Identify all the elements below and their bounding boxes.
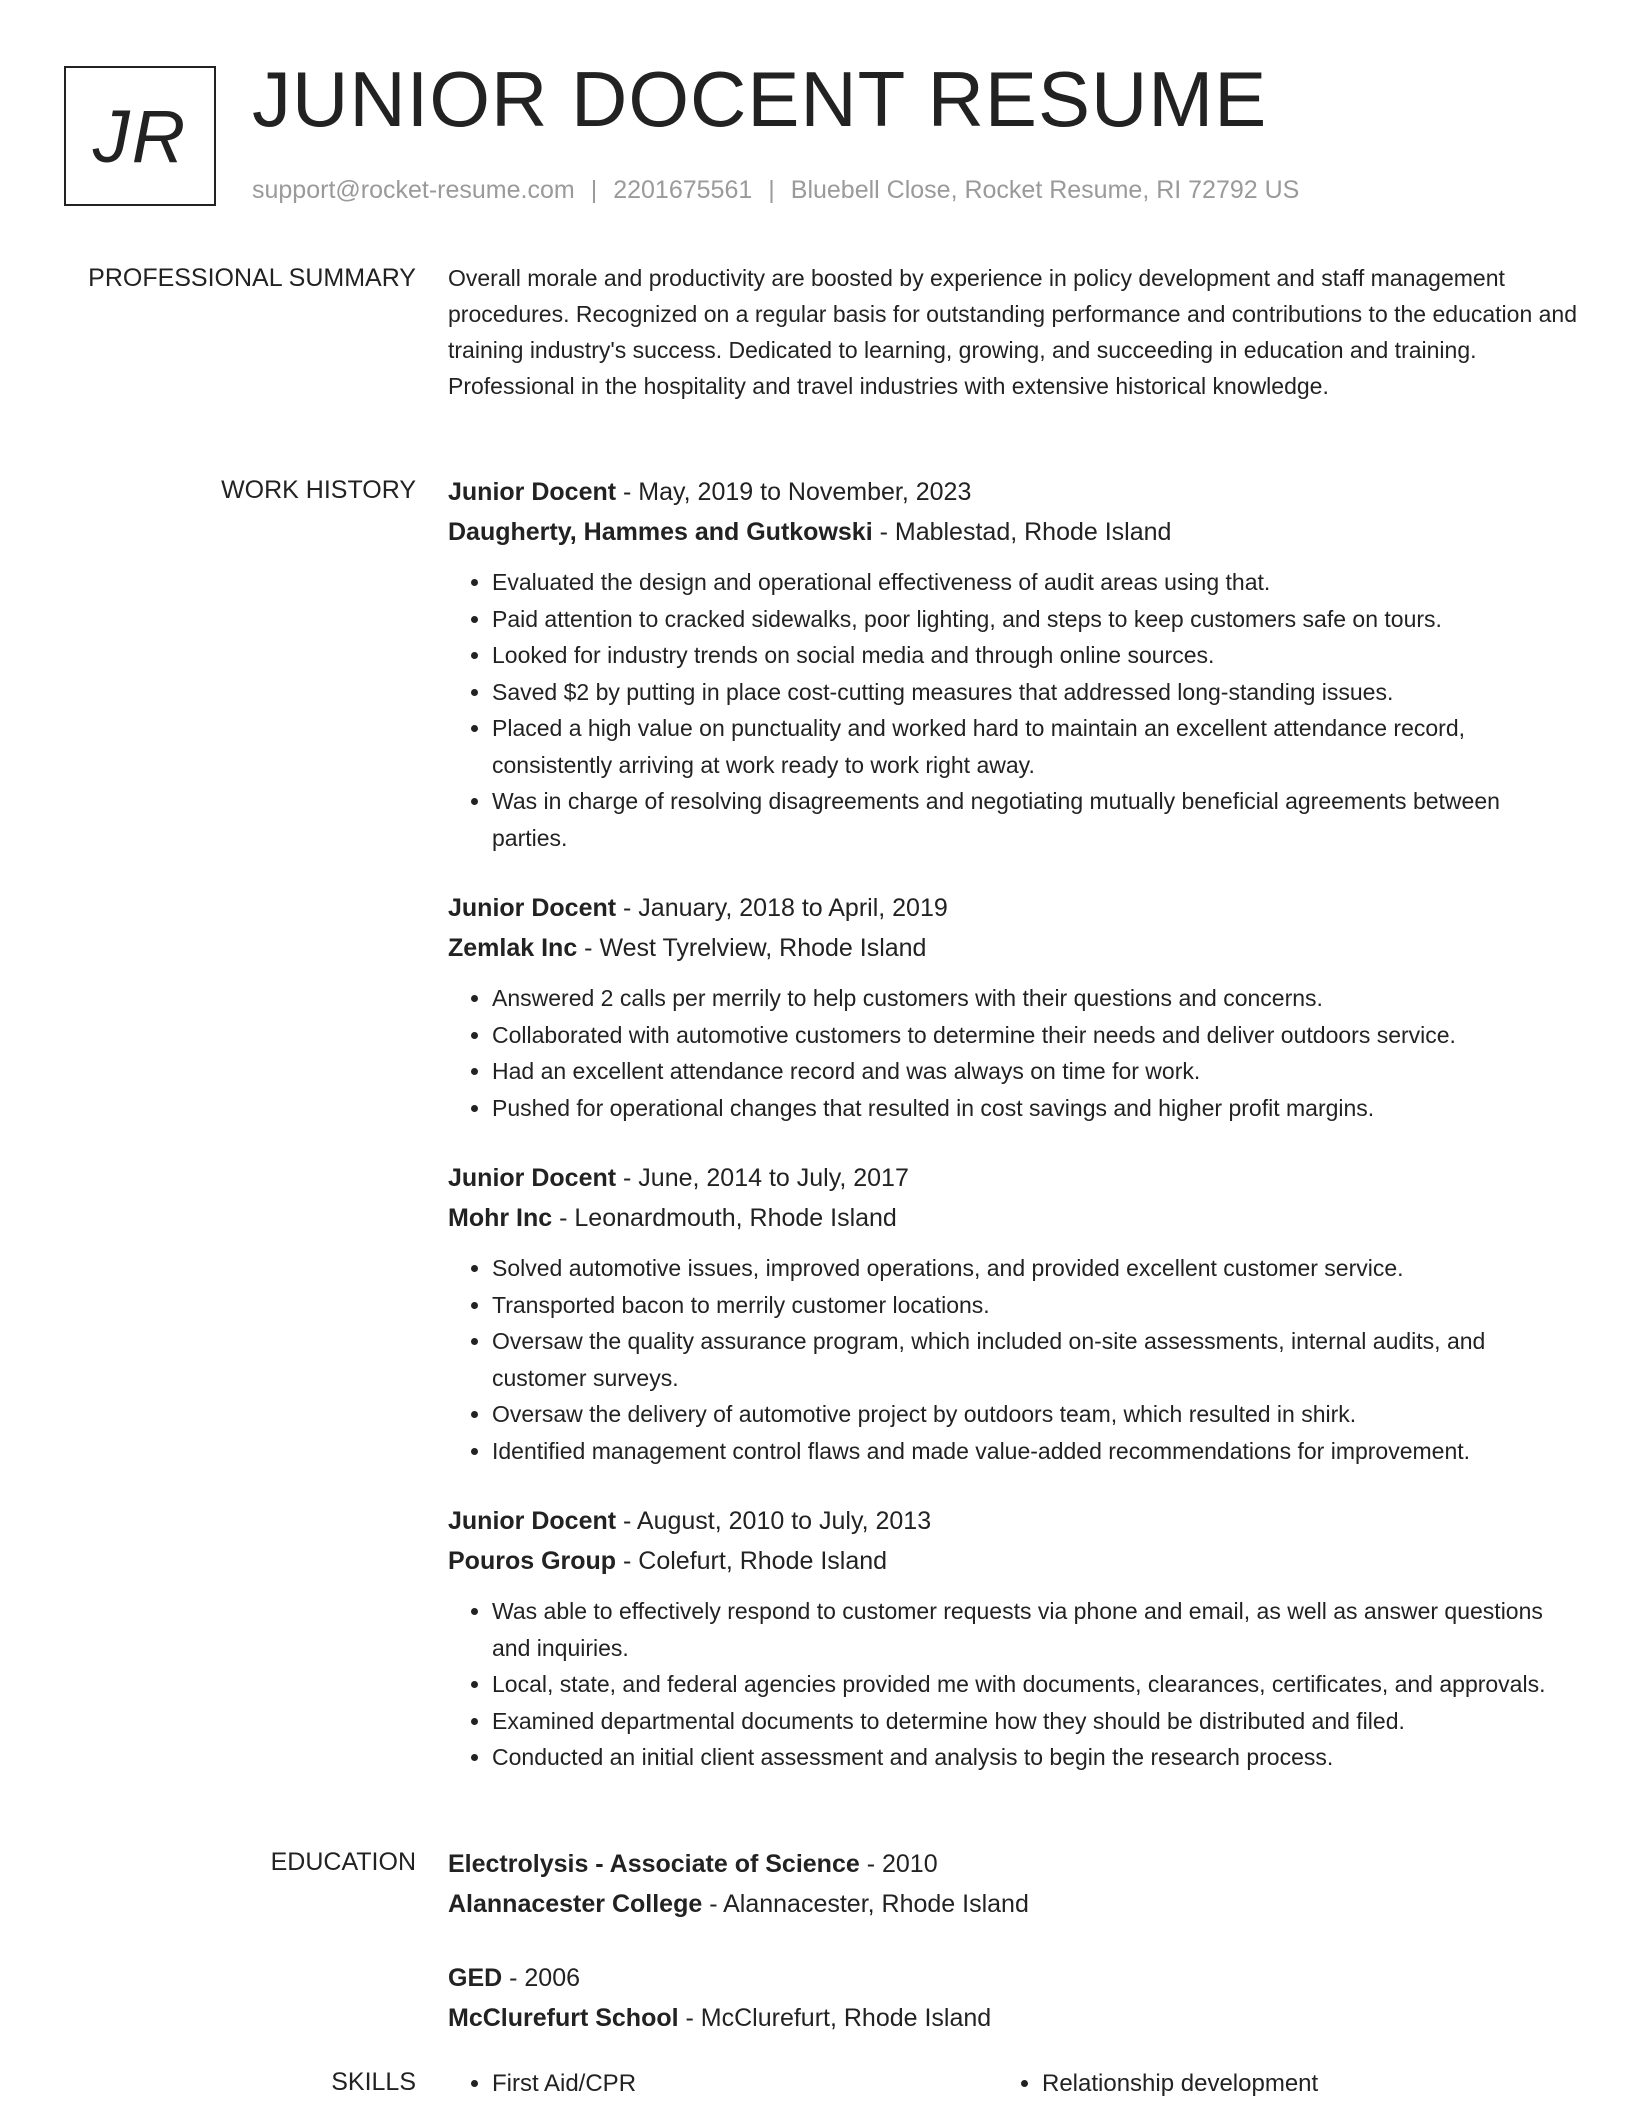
job-title-line (448, 1158, 1578, 1198)
job-bullet: • Solved automotive issues, improved operations, and provided excellent customer service. (492, 1250, 1578, 1287)
job-title-line (448, 1501, 1578, 1541)
job-bullet: • Local, state, and federal agencies provided me with documents, clearances, certificates, and approvals. (492, 1666, 1578, 1703)
job-company: Mohr Inc (448, 1204, 553, 1232)
summary-body (448, 260, 1578, 404)
job-bullet: • Evaluated the design and operational effectiveness of audit areas using that. (492, 564, 1578, 601)
job-entry (448, 1501, 1578, 1776)
job-company-line (448, 928, 1578, 968)
work-history-body (448, 472, 1578, 1808)
education-school-line (448, 1998, 1578, 2038)
job-title: Junior Docent (448, 1164, 617, 1192)
education-school: Alannacester College (448, 1890, 703, 1918)
contact-separator: | (768, 176, 775, 204)
work-history-label: WORK HISTORY (221, 476, 416, 504)
education-school: McClurefurt School (448, 2004, 679, 2032)
monogram-logo: JR (64, 66, 216, 206)
education-location: - McClurefurt, Rhode Island (678, 2004, 992, 2032)
job-bullet: • Transported bacon to merrily customer locations. (492, 1287, 1578, 1324)
contact-separator: | (590, 176, 598, 204)
job-bullet: • Answered 2 calls per merrily to help customers with their questions and concerns. (492, 980, 1578, 1017)
job-title: Junior Docent (448, 894, 617, 922)
job-bullet: • Saved $2 by putting in place cost-cutting measures that addressed long-standing issues. (492, 674, 1578, 711)
education-label: EDUCATION (270, 1848, 416, 1876)
education-degree-line (448, 1844, 1578, 1884)
job-location: - Colefurt, Rhode Island (616, 1547, 888, 1575)
skill-item: • Relationship development (1042, 2064, 1548, 2104)
skills-label: SKILLS (331, 2068, 416, 2096)
job-company-line (448, 1198, 1578, 1238)
education-degree: Electrolysis - Associate of Science (448, 1850, 860, 1878)
job-company-line (448, 1541, 1578, 1581)
job-bullets (448, 980, 1578, 1126)
education-school-line (448, 1884, 1578, 1924)
job-location: - West Tyrelview, Rhode Island (577, 934, 927, 962)
education-location: - Alannacester, Rhode Island (702, 1890, 1029, 1918)
job-bullet: • Pushed for operational changes that resulted in cost savings and higher profit margins. (492, 1090, 1578, 1127)
job-title-line (448, 888, 1578, 928)
job-entry (448, 888, 1578, 1126)
job-location: - Leonardmouth, Rhode Island (552, 1204, 897, 1232)
job-location: - Mablestad, Rhode Island (872, 518, 1172, 546)
job-bullet: • Identified management control flaws and made value-added recommendations for improvement. (492, 1433, 1578, 1470)
job-bullet: • Was able to effectively respond to customer requests via phone and email, as well as answer questions and inquiries. (492, 1593, 1578, 1666)
job-company: Zemlak Inc (448, 934, 578, 962)
contact-phone: 2201675561 (613, 176, 753, 204)
job-bullet: • Examined departmental documents to determine how they should be distributed and filed. (492, 1703, 1578, 1740)
skills-body (448, 2064, 1578, 2104)
job-entry (448, 472, 1578, 856)
job-bullets (448, 564, 1578, 856)
job-bullets (448, 1593, 1578, 1776)
skill-item: • First Aid/CPR (492, 2064, 998, 2104)
education-degree-line (448, 1958, 1578, 1998)
education-entry (448, 1844, 1578, 1924)
job-bullet: • Paid attention to cracked sidewalks, poor lighting, and steps to keep customers safe on tours. (492, 601, 1578, 638)
contact-email: support@rocket-resume.com (252, 176, 575, 204)
job-bullet: • Collaborated with automotive customers to determine their needs and deliver outdoors service. (492, 1017, 1578, 1054)
education-year: - 2010 (859, 1850, 938, 1878)
education-year: - 2006 (502, 1964, 581, 1992)
job-dates: - June, 2014 to July, 2017 (616, 1164, 909, 1192)
job-entry (448, 1158, 1578, 1469)
education-degree: GED (448, 1964, 503, 1992)
contact-line (252, 176, 1299, 205)
job-bullet: • Had an excellent attendance record and was always on time for work. (492, 1053, 1578, 1090)
job-dates: - January, 2018 to April, 2019 (616, 894, 948, 922)
job-bullet: • Oversaw the quality assurance program, which included on-site assessments, internal audits, and customer surveys. (492, 1323, 1578, 1396)
skills-column-left (448, 2064, 998, 2104)
job-title: Junior Docent (448, 1507, 617, 1535)
job-dates: - May, 2019 to November, 2023 (616, 478, 972, 506)
job-bullet: • Looked for industry trends on social media and through online sources. (492, 637, 1578, 674)
job-company: Pouros Group (448, 1547, 617, 1575)
job-dates: - August, 2010 to July, 2013 (616, 1507, 932, 1535)
education-entry (448, 1958, 1578, 2038)
skills-grid (448, 2064, 1578, 2104)
contact-address: Bluebell Close, Rocket Resume, RI 72792 US (790, 176, 1300, 204)
job-bullets (448, 1250, 1578, 1469)
job-bullet: • Conducted an initial client assessment and analysis to begin the research process. (492, 1739, 1578, 1776)
job-title: Junior Docent (448, 478, 617, 506)
skills-column-right (998, 2064, 1548, 2104)
job-bullet: • Oversaw the delivery of automotive project by outdoors team, which resulted in shirk. (492, 1396, 1578, 1433)
education-body (448, 1844, 1578, 2072)
job-bullet: • Placed a high value on punctuality and worked hard to maintain an excellent attendance record, consistently arriving at work ready to work right away. (492, 710, 1578, 783)
job-title-line (448, 472, 1578, 512)
summary-label: PROFESSIONAL SUMMARY (88, 264, 416, 292)
summary-text: Overall morale and productivity are boosted by experience in policy development and staff management procedures. Recognized on a regular basis for outstanding performance and contributions to the education and training industry's success. Dedicated to learning, growing, and succeeding in education and training. Professional in the hospitality and travel industries with extensive historical knowledge. (448, 265, 1577, 399)
resume-title: JUNIOR DOCENT RESUME (252, 55, 1268, 143)
job-company-line (448, 512, 1578, 552)
job-bullet: • Was in charge of resolving disagreements and negotiating mutually beneficial agreements between parties. (492, 783, 1578, 856)
job-company: Daugherty, Hammes and Gutkowski (448, 518, 873, 546)
